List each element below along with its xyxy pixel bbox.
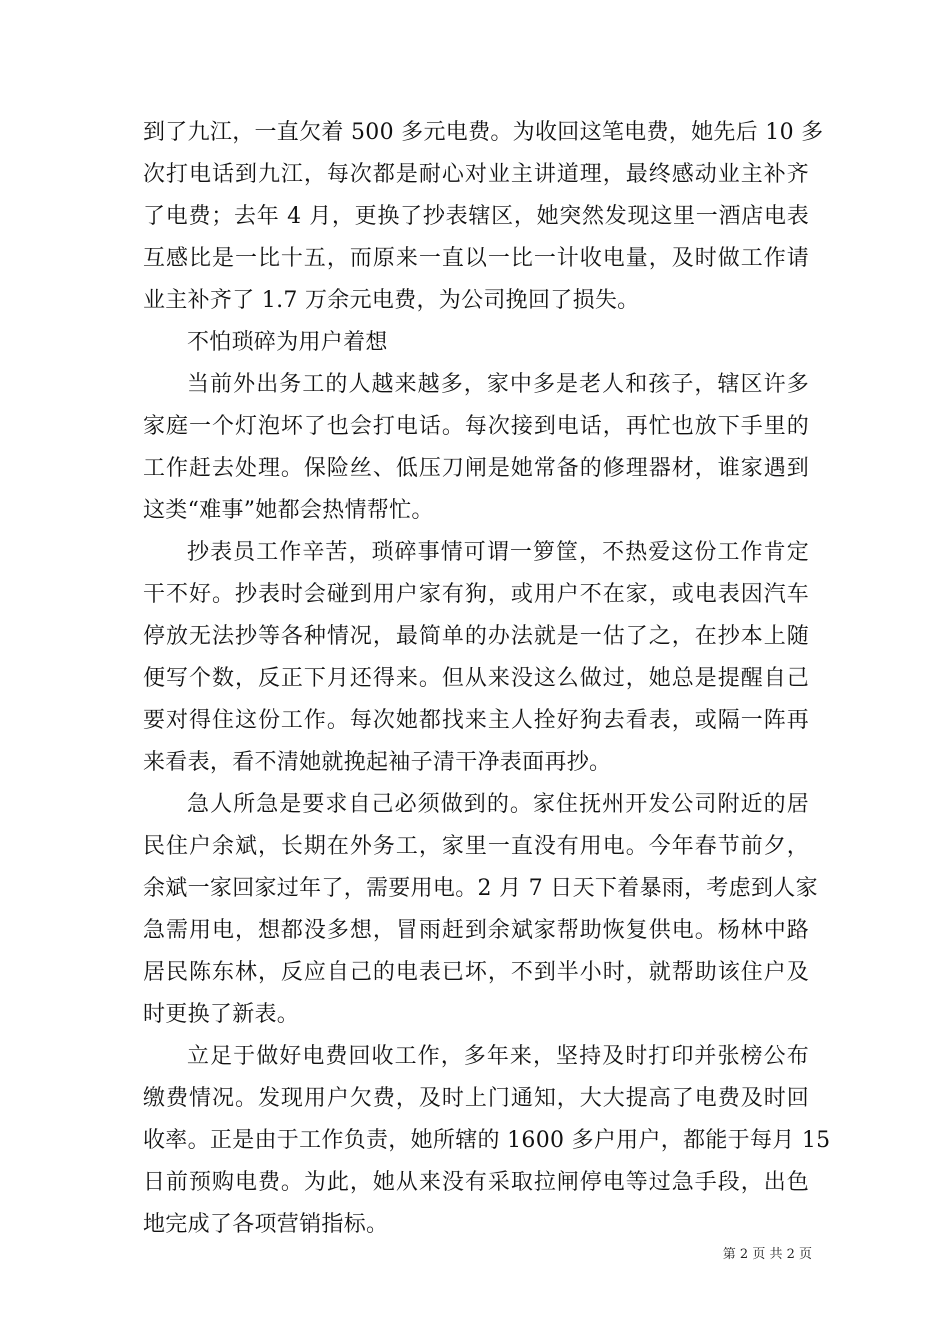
body-line: 了电费；去年 4 月，更换了抄表辖区，她突然发现这里一酒店电表 <box>143 204 809 229</box>
body-line: 民住户余斌，长期在外务工，家里一直没有用电。今年春节前夕， <box>143 834 809 859</box>
body-line: 干不好。抄表时会碰到用户家有狗，或用户不在家，或电表因汽车 <box>143 582 809 607</box>
paragraph-first-line: 立足于做好电费回收工作，多年来，坚持及时打印并张榜公布 <box>187 1044 809 1069</box>
body-line: 缴费情况。发现用户欠费，及时上门通知，大大提高了电费及时回 <box>143 1086 809 1111</box>
paragraph-first-line: 当前外出务工的人越来越多，家中多是老人和孩子，辖区许多 <box>187 372 809 397</box>
document-body <box>143 112 831 1246</box>
body-line: 便写个数，反正下月还得来。但从来没这么做过，她总是提醒自己 <box>143 666 809 691</box>
page-number: 第 2 页 共 2 页 <box>722 1247 812 1262</box>
body-line: 家庭一个灯泡坏了也会打电话。每次接到电话，再忙也放下手里的 <box>143 414 809 439</box>
body-line: 要对得住这份工作。每次她都找来主人拴好狗去看表，或隔一阵再 <box>143 708 809 733</box>
body-line: 收率。正是由于工作负责，她所辖的 1600 多户用户，都能于每月 15 <box>143 1128 831 1153</box>
section-heading: 不怕琐碎为用户着想 <box>187 330 388 355</box>
body-line: 居民陈东林，反应自己的电表已坏，不到半小时，就帮助该住户及 <box>143 960 809 985</box>
paragraph-first-line: 抄表员工作辛苦，琐碎事情可谓一箩筐，不热爱这份工作肯定 <box>187 540 809 565</box>
body-line: 这类“难事”她都会热情帮忙。 <box>143 498 434 523</box>
body-line: 余斌一家回家过年了，需要用电。2 月 7 日天下着暴雨，考虑到人家 <box>143 876 818 901</box>
body-line: 急需用电，想都没多想，冒雨赶到余斌家帮助恢复供电。杨林中路 <box>143 918 809 943</box>
body-line: 来看表，看不清她就挽起袖子清干净表面再抄。 <box>143 750 612 775</box>
body-line: 次打电话到九江，每次都是耐心对业主讲道理，最终感动业主补齐 <box>143 162 809 187</box>
paragraph-first-line: 急人所急是要求自己必须做到的。家住抚州开发公司附近的居 <box>187 792 809 817</box>
body-line: 时更换了新表。 <box>143 1002 300 1027</box>
body-line: 日前预购电费。为此，她从来没有采取拉闸停电等过急手段，出色 <box>143 1170 809 1195</box>
body-line: 到了九江，一直欠着 500 多元电费。为收回这笔电费，她先后 10 多 <box>143 120 824 145</box>
body-line: 业主补齐了 1.7 万余元电费，为公司挽回了损失。 <box>143 288 640 313</box>
body-line: 地完成了各项营销指标。 <box>143 1212 389 1237</box>
body-line: 工作赶去处理。保险丝、低压刀闸是她常备的修理器材，谁家遇到 <box>143 456 809 481</box>
body-line: 互感比是一比十五，而原来一直以一比一计收电量，及时做工作请 <box>143 246 809 271</box>
body-line: 停放无法抄等各种情况，最简单的办法就是一估了之，在抄本上随 <box>143 624 809 649</box>
